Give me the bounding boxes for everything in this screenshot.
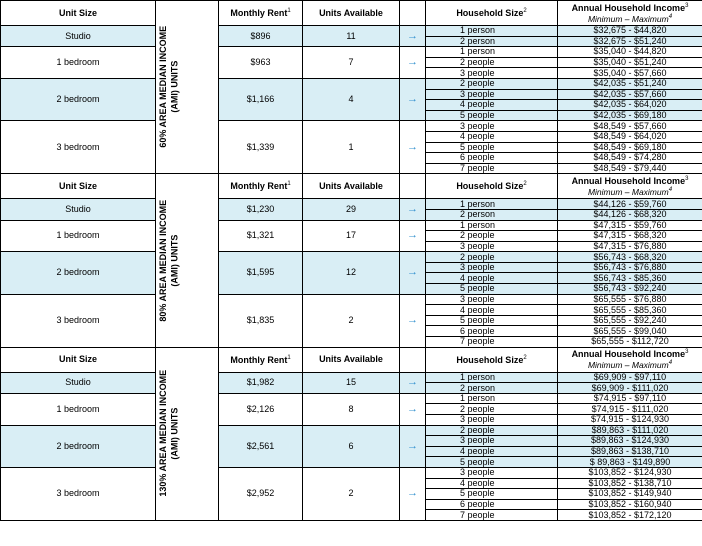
header-annual-income — [558, 347, 702, 372]
header-annual-income — [558, 1, 702, 26]
arrow-right-icon: → — [400, 78, 426, 120]
income-range: $48,549 - $57,660 — [558, 121, 702, 132]
income-range: $56,743 - $85,360 — [558, 273, 702, 284]
header-unit-size — [1, 347, 156, 372]
unit-size: 3 bedroom — [1, 294, 156, 347]
household-size: 1 person — [426, 199, 558, 210]
monthly-rent: $963 — [219, 47, 303, 79]
income-range: $35,040 - $44,820 — [558, 47, 702, 58]
household-size: 5 people — [426, 110, 558, 121]
ami-label: 60% AREA MEDIAN INCOME (AMI) UNITS — [158, 26, 180, 149]
footnote-marker: 4 — [668, 187, 673, 194]
household-size: 7 people — [426, 510, 558, 521]
table-row — [1, 199, 702, 210]
income-range: $74,915 - $124,930 — [558, 415, 702, 426]
footnote-marker: 4 — [668, 360, 673, 367]
monthly-rent: $1,230 — [219, 199, 303, 220]
household-size: 5 people — [426, 284, 558, 295]
income-range: $103,852 - $124,930 — [558, 467, 702, 478]
income-range: $89,863 - $124,930 — [558, 436, 702, 447]
arrow-right-icon: → — [400, 372, 426, 393]
monthly-rent: $1,835 — [219, 294, 303, 347]
unit-size: 3 bedroom — [1, 467, 156, 520]
household-size: 4 people — [426, 273, 558, 284]
household-size: 3 people — [426, 262, 558, 273]
monthly-rent: $1,321 — [219, 220, 303, 252]
monthly-rent: $896 — [219, 26, 303, 47]
household-size: 3 people — [426, 415, 558, 426]
table-row — [1, 294, 702, 305]
income-range: $ 89,863 - $149,890 — [558, 457, 702, 468]
household-size: 6 people — [426, 153, 558, 164]
income-range: $44,126 - $68,320 — [558, 209, 702, 220]
header-unit-size — [1, 174, 156, 199]
units-available: 6 — [303, 425, 400, 467]
household-size: 2 people — [426, 57, 558, 68]
unit-size: 2 bedroom — [1, 78, 156, 120]
arrow-right-icon: → — [400, 467, 426, 520]
income-range: $48,549 - $69,180 — [558, 142, 702, 153]
income-range: $103,852 - $172,120 — [558, 510, 702, 521]
header-household-size — [426, 174, 558, 199]
household-size: 2 people — [426, 231, 558, 242]
household-size: 4 people — [426, 100, 558, 111]
income-range: $89,863 - $138,710 — [558, 446, 702, 457]
household-size: 2 people — [426, 404, 558, 415]
ami-label-cell — [156, 174, 219, 347]
income-range: $44,126 - $59,760 — [558, 199, 702, 210]
unit-size: 3 bedroom — [1, 121, 156, 174]
household-size: 7 people — [426, 163, 558, 174]
income-range: $69,909 - $97,110 — [558, 372, 702, 383]
household-size: 4 people — [426, 305, 558, 316]
arrow-right-icon: → — [400, 393, 426, 425]
header-row — [1, 347, 702, 372]
income-range: $74,915 - $97,110 — [558, 393, 702, 404]
table-row — [1, 26, 702, 37]
household-size: 5 people — [426, 315, 558, 326]
footnote-marker: 2 — [523, 181, 527, 188]
header-monthly-rent — [219, 1, 303, 26]
income-range: $35,040 - $57,660 — [558, 68, 702, 79]
table-row — [1, 372, 702, 383]
income-range: $48,549 - $64,020 — [558, 131, 702, 142]
header-row — [1, 174, 702, 199]
header-monthly-rent-label: Monthly Rent — [230, 181, 288, 192]
monthly-rent: $2,952 — [219, 467, 303, 520]
header-arrow-blank — [400, 347, 426, 372]
income-range: $65,555 - $76,880 — [558, 294, 702, 305]
household-size: 2 people — [426, 425, 558, 436]
footnote-marker: 1 — [287, 8, 291, 14]
unit-size: Studio — [1, 26, 156, 47]
arrow-right-icon: → — [400, 121, 426, 174]
monthly-rent: $1,339 — [219, 121, 303, 174]
table-row — [1, 467, 702, 478]
header-annual-income — [558, 174, 702, 199]
monthly-rent: $1,982 — [219, 372, 303, 393]
units-available: 7 — [303, 47, 400, 79]
footnote-marker: 1 — [287, 181, 291, 188]
income-range: $42,035 - $57,660 — [558, 89, 702, 100]
household-size: 3 people — [426, 467, 558, 478]
income-range: $48,549 - $79,440 — [558, 163, 702, 174]
header-annual-income-title — [572, 3, 689, 13]
unit-size: Studio — [1, 199, 156, 220]
table-row — [1, 252, 702, 263]
income-range: $103,852 - $149,940 — [558, 489, 702, 500]
header-units-available — [303, 347, 400, 372]
income-range: $74,915 - $111,020 — [558, 404, 702, 415]
footnote-marker: 2 — [523, 354, 527, 361]
header-min-max — [558, 360, 702, 369]
footnote-marker: 1 — [287, 354, 291, 361]
ami-label-cell — [156, 1, 219, 174]
units-available: 2 — [303, 294, 400, 347]
table-body — [1, 1, 702, 521]
table-row — [1, 121, 702, 132]
footnote-marker: 3 — [685, 176, 689, 183]
units-available: 29 — [303, 199, 400, 220]
arrow-right-icon: → — [400, 220, 426, 252]
units-available: 15 — [303, 372, 400, 393]
header-annual-income-title — [572, 349, 689, 359]
household-size: 1 person — [426, 26, 558, 37]
household-size: 4 people — [426, 131, 558, 142]
income-range: $42,035 - $51,240 — [558, 78, 702, 89]
header-household-size — [426, 1, 558, 26]
units-available: 8 — [303, 393, 400, 425]
household-size: 2 person — [426, 209, 558, 220]
household-size: 3 people — [426, 241, 558, 252]
header-monthly-rent-label: Monthly Rent — [230, 354, 288, 365]
header-unit-size — [1, 1, 156, 26]
income-range: $103,852 - $160,940 — [558, 499, 702, 510]
header-arrow-blank — [400, 1, 426, 26]
household-size: 2 people — [426, 78, 558, 89]
monthly-rent: $1,166 — [219, 78, 303, 120]
income-range: $47,315 - $68,320 — [558, 231, 702, 242]
household-size: 5 people — [426, 457, 558, 468]
income-range: $89,863 - $111,020 — [558, 425, 702, 436]
ami-label: 80% AREA MEDIAN INCOME (AMI) UNITS — [158, 199, 180, 322]
arrow-right-icon: → — [400, 294, 426, 347]
income-range: $35,040 - $51,240 — [558, 57, 702, 68]
income-range: $32,675 - $44,820 — [558, 26, 702, 37]
header-min-max-label: Minimum – Maximum — [587, 360, 669, 371]
income-range: $56,743 - $68,320 — [558, 252, 702, 263]
income-range: $32,675 - $51,240 — [558, 36, 702, 47]
header-units-available-label: Units Available — [319, 7, 383, 18]
header-unit-size-label: Unit Size — [58, 7, 97, 18]
household-size: 4 people — [426, 446, 558, 457]
footnote-marker: 2 — [523, 8, 527, 14]
header-annual-income-label: Annual Household Income — [571, 176, 686, 187]
header-min-max — [558, 187, 702, 196]
unit-size: 1 bedroom — [1, 220, 156, 252]
header-annual-income-title — [572, 176, 689, 186]
income-range: $103,852 - $138,710 — [558, 478, 702, 489]
unit-size: Studio — [1, 372, 156, 393]
unit-size: 1 bedroom — [1, 393, 156, 425]
income-range: $56,743 - $76,880 — [558, 262, 702, 273]
household-size: 3 people — [426, 436, 558, 447]
header-units-available — [303, 174, 400, 199]
income-range: $56,743 - $92,240 — [558, 284, 702, 295]
header-monthly-rent — [219, 347, 303, 372]
arrow-right-icon: → — [400, 425, 426, 467]
arrow-right-icon: → — [400, 199, 426, 220]
units-available: 2 — [303, 467, 400, 520]
income-range: $69,909 - $111,020 — [558, 383, 702, 394]
income-range: $65,555 - $99,040 — [558, 326, 702, 337]
unit-size: 2 bedroom — [1, 252, 156, 294]
unit-size: 1 bedroom — [1, 47, 156, 79]
header-min-max-label: Minimum – Maximum — [587, 13, 669, 24]
monthly-rent: $2,561 — [219, 425, 303, 467]
income-range: $42,035 - $69,180 — [558, 110, 702, 121]
arrow-right-icon: → — [400, 252, 426, 294]
header-min-max-label: Minimum – Maximum — [587, 186, 669, 197]
units-available: 12 — [303, 252, 400, 294]
household-size: 3 people — [426, 294, 558, 305]
header-unit-size-label: Unit Size — [58, 180, 97, 191]
household-size: 5 people — [426, 489, 558, 500]
income-range: $65,555 - $85,360 — [558, 305, 702, 316]
header-annual-income-label: Annual Household Income — [571, 349, 686, 360]
footnote-marker: 3 — [685, 2, 689, 9]
monthly-rent: $1,595 — [219, 252, 303, 294]
household-size: 1 person — [426, 393, 558, 404]
header-household-size-label: Household Size — [456, 181, 524, 192]
ami-label-cell — [156, 347, 219, 520]
household-size: 7 people — [426, 337, 558, 348]
header-units-available-label: Units Available — [319, 354, 383, 365]
income-range: $42,035 - $64,020 — [558, 100, 702, 111]
header-units-available — [303, 1, 400, 26]
income-range: $65,555 - $112,720 — [558, 337, 702, 348]
household-size: 6 people — [426, 326, 558, 337]
header-household-size-label: Household Size — [456, 8, 524, 18]
table-row — [1, 220, 702, 231]
table-row — [1, 425, 702, 436]
household-size: 1 person — [426, 47, 558, 58]
unit-size: 2 bedroom — [1, 425, 156, 467]
units-available: 11 — [303, 26, 400, 47]
units-available: 17 — [303, 220, 400, 252]
household-size: 2 people — [426, 252, 558, 263]
household-size: 5 people — [426, 142, 558, 153]
header-units-available-label: Units Available — [319, 180, 383, 191]
header-row — [1, 1, 702, 26]
household-size: 2 person — [426, 36, 558, 47]
monthly-rent: $2,126 — [219, 393, 303, 425]
income-range: $47,315 - $59,760 — [558, 220, 702, 231]
units-available: 1 — [303, 121, 400, 174]
header-min-max — [558, 14, 702, 23]
footnote-marker: 3 — [685, 349, 689, 356]
header-unit-size-label: Unit Size — [58, 354, 97, 365]
units-available: 4 — [303, 78, 400, 120]
household-size: 1 person — [426, 220, 558, 231]
income-range: $47,315 - $76,880 — [558, 241, 702, 252]
household-size: 6 people — [426, 499, 558, 510]
household-size: 1 person — [426, 372, 558, 383]
header-monthly-rent-label: Monthly Rent — [230, 8, 288, 18]
arrow-right-icon: → — [400, 47, 426, 79]
header-monthly-rent — [219, 174, 303, 199]
household-size: 4 people — [426, 478, 558, 489]
header-household-size-label: Household Size — [456, 354, 524, 365]
table-row — [1, 393, 702, 404]
arrow-right-icon: → — [400, 26, 426, 47]
income-range: $65,555 - $92,240 — [558, 315, 702, 326]
household-size: 3 people — [426, 121, 558, 132]
header-annual-income-label: Annual Household Income — [571, 2, 686, 13]
header-arrow-blank — [400, 174, 426, 199]
ami-label: 130% AREA MEDIAN INCOME (AMI) UNITS — [158, 370, 180, 498]
table-row — [1, 78, 702, 89]
household-size: 3 people — [426, 89, 558, 100]
header-household-size — [426, 347, 558, 372]
footnote-marker: 4 — [668, 13, 673, 20]
table-row — [1, 47, 702, 58]
income-range: $48,549 - $74,280 — [558, 153, 702, 164]
household-size: 3 people — [426, 68, 558, 79]
household-size: 2 person — [426, 383, 558, 394]
